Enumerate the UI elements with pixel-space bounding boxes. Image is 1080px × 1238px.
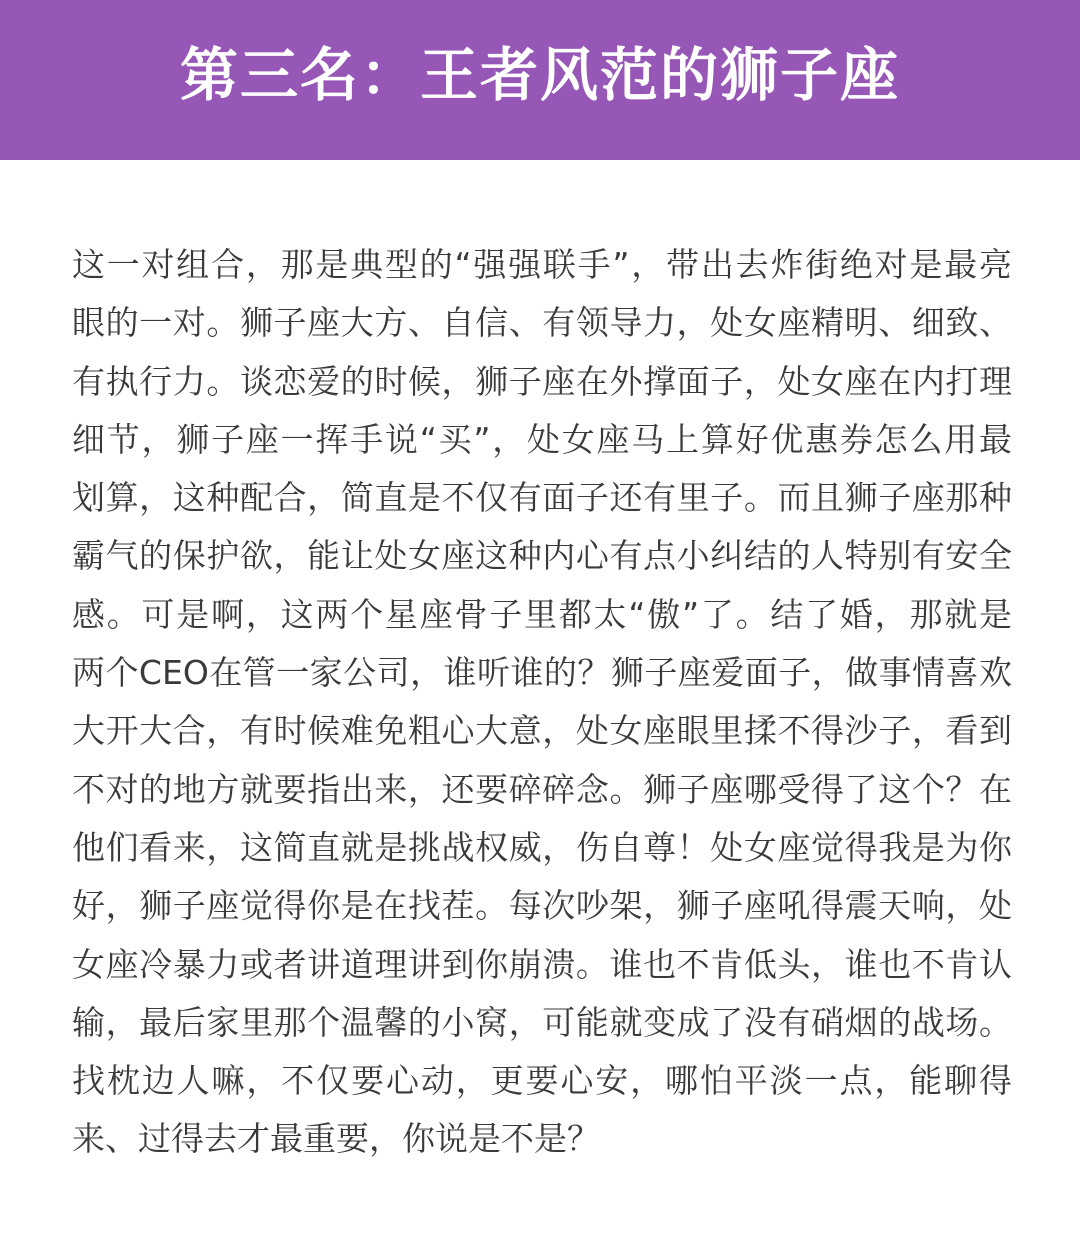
article-line: 细节，狮子座一挥手说“买”，处女座马上算好优惠券怎么用最 (72, 419, 1012, 459)
page-title: 第三名：王者风范的狮子座 (179, 41, 900, 109)
article-body (72, 236, 1012, 1169)
article-line: 这一对组合，那是典型的“强强联手”，带出去炸街绝对是最亮 (72, 245, 1012, 284)
article-line: 找枕边人嘛，不仅要心动，更要心安，哪怕平淡一点，能聊得 (72, 1061, 1012, 1101)
article-line: 霸气的保护欲，能让处女座这种内心有点小纠结的人特别有安全 (72, 536, 1012, 576)
article-line: 他们看来，这简直就是挑战权威，伤自尊！处女座觉得我是为你 (72, 827, 1012, 867)
article-line: 大开大合，有时候难免粗心大意，处女座眼里揉不得沙子，看到 (72, 711, 1012, 751)
article-line: 不对的地方就要指出来，还要碎碎念。狮子座哪受得了这个？在 (72, 769, 1012, 809)
article-line: 输，最后家里那个温馨的小窝，可能就变成了没有硝烟的战场。 (72, 1002, 1012, 1042)
article-line: 有执行力。谈恋爱的时候，狮子座在外撑面子，处女座在内打理 (72, 361, 1012, 401)
header-banner (0, 0, 1080, 160)
article-line: 眼的一对。狮子座大方、自信、有领导力，处女座精明、细致、 (72, 303, 1012, 343)
article-line: 划算，这种配合，简直是不仅有面子还有里子。而且狮子座那种 (72, 478, 1012, 518)
article-line: 两个CEO在管一家公司，谁听谁的？狮子座爱面子，做事情喜欢 (72, 653, 1012, 693)
article-line: 感。可是啊，这两个星座骨子里都太“傲”了。结了婚，那就是 (72, 594, 1012, 634)
article-line: 女座冷暴力或者讲道理讲到你崩溃。谁也不肯低头，谁也不肯认 (72, 944, 1012, 984)
article-line-last: 来、过得去才最重要，你说是不是？ (72, 1119, 600, 1159)
article-line: 好，狮子座觉得你是在找茬。每次吵架，狮子座吼得震天响，处 (72, 886, 1012, 926)
